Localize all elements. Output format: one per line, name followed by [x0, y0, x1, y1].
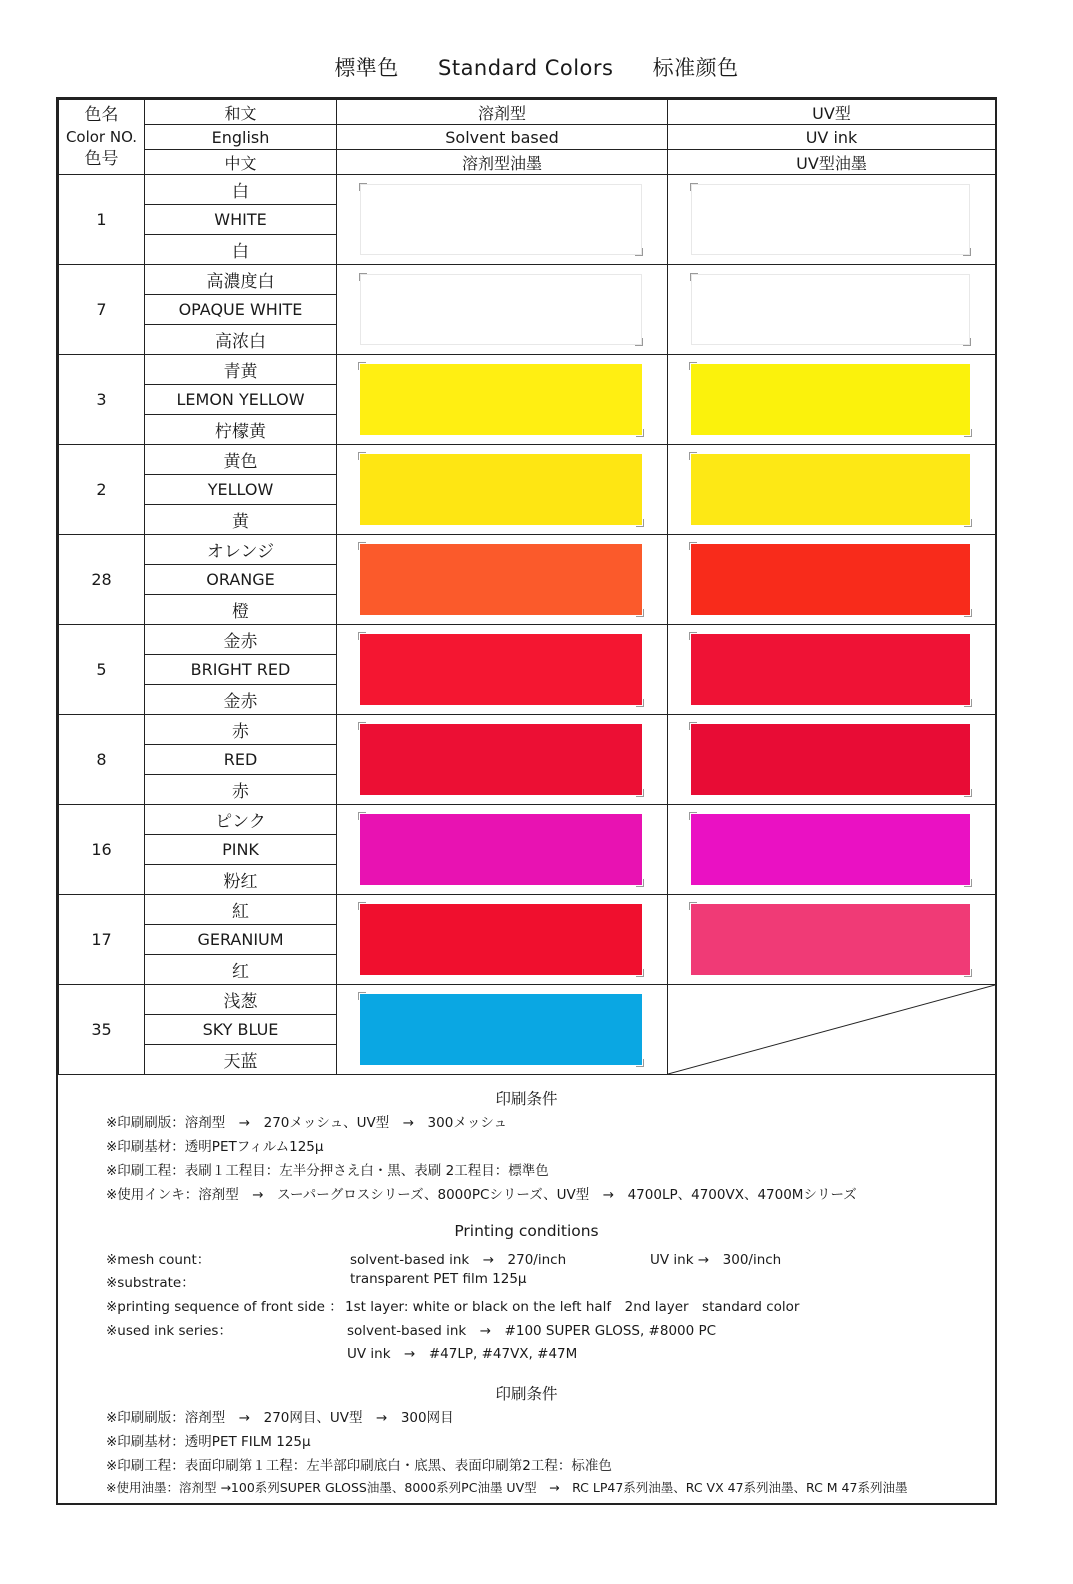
crop-mark — [358, 722, 366, 730]
uv-swatch-cell — [668, 985, 996, 1075]
color-chart-sheet — [56, 97, 997, 1505]
page-title — [0, 52, 1073, 82]
color-name-cn: 橙 — [145, 595, 337, 625]
color-row — [59, 175, 996, 205]
color-row — [59, 805, 996, 835]
notes-en-label: ※substrate： — [106, 1275, 195, 1291]
notes-cn-title: 印刷条件 — [495, 1385, 558, 1403]
crop-mark — [358, 992, 366, 1000]
header-cell: UV ink — [668, 125, 996, 150]
color-number: 5 — [59, 625, 145, 715]
solvent-swatch-cell — [337, 175, 668, 265]
notes-en-value: 1st layer: white or black on the left half 2nd layer standard color — [345, 1299, 800, 1315]
notes-en-value: solvent-based ink → 270/inch — [350, 1252, 567, 1268]
color-name-jp: 白 — [145, 175, 337, 205]
color-number: 3 — [59, 355, 145, 445]
crop-mark — [358, 632, 366, 640]
header-label: Color NO. — [65, 128, 138, 146]
crop-mark — [964, 699, 972, 707]
printing-conditions — [58, 1081, 995, 1503]
color-row — [59, 265, 996, 295]
uv-swatch — [691, 364, 970, 435]
color-name-jp: 高濃度白 — [145, 265, 337, 295]
uv-swatch-cell — [668, 355, 996, 445]
crop-mark — [964, 609, 972, 617]
crop-mark — [689, 722, 697, 730]
solvent-swatch-cell — [337, 445, 668, 535]
color-name-en: YELLOW — [145, 475, 337, 505]
color-name-jp: 赤 — [145, 715, 337, 745]
color-name-jp: 黄色 — [145, 445, 337, 475]
solvent-swatch-cell — [337, 715, 668, 805]
solvent-swatch-cell — [337, 805, 668, 895]
color-number: 16 — [59, 805, 145, 895]
uv-swatch-cell — [668, 625, 996, 715]
header-cell: 溶剂型油墨 — [337, 150, 668, 175]
solvent-swatch-cell — [337, 985, 668, 1075]
uv-swatch-cell — [668, 535, 996, 625]
color-name-cn: 粉红 — [145, 865, 337, 895]
color-row — [59, 625, 996, 655]
color-name-cn: 白 — [145, 235, 337, 265]
header-cell: UV型 — [668, 100, 996, 125]
crop-mark — [964, 789, 972, 797]
notes-en-value: transparent PET film 125μ — [350, 1271, 527, 1287]
solvent-swatch-cell — [337, 895, 668, 985]
color-name-en: RED — [145, 745, 337, 775]
crop-mark — [358, 812, 366, 820]
color-name-jp: 青黄 — [145, 355, 337, 385]
header-cell: 和文 — [145, 100, 337, 125]
crop-mark — [358, 902, 366, 910]
crop-mark — [358, 362, 366, 370]
crop-mark — [964, 969, 972, 977]
crop-mark — [689, 362, 697, 370]
solvent-swatch-cell — [337, 355, 668, 445]
crop-mark — [636, 429, 644, 437]
notes-en-value: UV ink → 300/inch — [650, 1252, 782, 1268]
crop-mark — [636, 699, 644, 707]
notes-en-label: ※used ink series： — [106, 1323, 232, 1339]
uv-swatch — [691, 544, 970, 615]
color-name-cn: 赤 — [145, 775, 337, 805]
crop-mark — [963, 338, 971, 346]
title-jp: 標準色 — [334, 56, 399, 80]
crop-mark — [636, 969, 644, 977]
notes-en-value: UV ink → #47LP, #47VX, #47M — [347, 1346, 578, 1362]
solvent-swatch — [360, 724, 642, 795]
crop-mark — [690, 183, 698, 191]
header-cell: UV型油墨 — [668, 150, 996, 175]
color-number: 2 — [59, 445, 145, 535]
color-name-jp: オレンジ — [145, 535, 337, 565]
uv-swatch-cell — [668, 445, 996, 535]
color-name-cn: 金赤 — [145, 685, 337, 715]
color-name-jp: 紅 — [145, 895, 337, 925]
color-name-cn: 黄 — [145, 505, 337, 535]
notes-cn-line: ※印刷刷版：溶剤型 → 270网目、UV型 → 300网目 — [106, 1410, 454, 1426]
color-name-jp: ピンク — [145, 805, 337, 835]
color-row — [59, 895, 996, 925]
solvent-swatch — [360, 904, 642, 975]
uv-swatch — [691, 454, 970, 525]
color-name-en: SKY BLUE — [145, 1015, 337, 1045]
solvent-swatch — [360, 544, 642, 615]
color-number: 1 — [59, 175, 145, 265]
color-name-en: WHITE — [145, 205, 337, 235]
crop-mark — [964, 879, 972, 887]
crop-mark — [358, 452, 366, 460]
header-row — [59, 100, 996, 125]
header-color-no — [59, 100, 145, 175]
header-row — [59, 125, 996, 150]
crop-mark — [964, 519, 972, 527]
notes-cn-line: ※使用油墨：溶剂型 →100系列SUPER GLOSS油墨、8000系列PC油墨 UV型 → RC LP47系列油墨、RC VX 47系列油墨、RC M 47系列油墨 — [106, 1480, 908, 1495]
solvent-swatch-cell — [337, 535, 668, 625]
solvent-swatch — [360, 274, 642, 345]
uv-swatch — [691, 274, 970, 345]
color-number: 8 — [59, 715, 145, 805]
header-label: 色号 — [84, 149, 119, 169]
color-number: 28 — [59, 535, 145, 625]
crop-mark — [689, 542, 697, 550]
notes-jp-title: 印刷条件 — [495, 1090, 558, 1108]
crop-mark — [689, 632, 697, 640]
notes-jp-line: ※印刷基材：透明PETフィルム125μ — [106, 1139, 324, 1155]
color-row — [59, 445, 996, 475]
diagonal-line — [668, 985, 995, 1074]
notes-jp-line: ※印刷刷版：溶剤型 → 270メッシュ、UV型 → 300メッシュ — [106, 1115, 508, 1131]
header-row — [59, 150, 996, 175]
notes-cn-line: ※印刷基材：透明PET FILM 125μ — [106, 1434, 311, 1450]
color-row — [59, 355, 996, 385]
color-name-en: ORANGE — [145, 565, 337, 595]
crop-mark — [358, 542, 366, 550]
uv-swatch-cell — [668, 805, 996, 895]
color-row — [59, 715, 996, 745]
title-cn: 标准颜色 — [652, 56, 739, 80]
uv-swatch-cell — [668, 175, 996, 265]
color-name-jp: 金赤 — [145, 625, 337, 655]
crop-mark — [689, 902, 697, 910]
crop-mark — [963, 248, 971, 256]
crop-mark — [359, 183, 367, 191]
header-label: 色名 — [84, 105, 119, 125]
notes-cn-line: ※印刷工程：表面印刷第１工程：左半部印刷底白・底黑、表面印刷第2工程：标准色 — [106, 1458, 612, 1474]
color-row — [59, 985, 996, 1015]
solvent-swatch — [360, 184, 642, 255]
notes-en-label: ※printing sequence of front side ： — [106, 1299, 343, 1315]
crop-mark — [636, 789, 644, 797]
color-name-en: OPAQUE WHITE — [145, 295, 337, 325]
color-name-en: BRIGHT RED — [145, 655, 337, 685]
color-name-cn: 红 — [145, 955, 337, 985]
crop-mark — [964, 429, 972, 437]
crop-mark — [636, 519, 644, 527]
crop-mark — [689, 812, 697, 820]
solvent-swatch — [360, 454, 642, 525]
color-number: 35 — [59, 985, 145, 1075]
solvent-swatch — [360, 994, 642, 1065]
uv-swatch — [691, 634, 970, 705]
uv-swatch-cell — [668, 715, 996, 805]
color-number: 17 — [59, 895, 145, 985]
color-table — [58, 99, 996, 1075]
uv-swatch-cell — [668, 895, 996, 985]
solvent-swatch — [360, 814, 642, 885]
crop-mark — [635, 338, 643, 346]
notes-jp-line: ※使用インキ：溶剤型 → スーパーグロスシリーズ、8000PCシリーズ、UV型 → 4700LP、4700VX、4700Mシリーズ — [106, 1187, 857, 1203]
title-en: Standard Colors — [438, 56, 614, 80]
notes-en-label: ※mesh count： — [106, 1252, 211, 1268]
color-row — [59, 535, 996, 565]
solvent-swatch-cell — [337, 265, 668, 355]
color-name-cn: 天蓝 — [145, 1045, 337, 1075]
color-name-en: PINK — [145, 835, 337, 865]
solvent-swatch-cell — [337, 625, 668, 715]
header-cell: 溶剤型 — [337, 100, 668, 125]
crop-mark — [636, 1059, 644, 1067]
solvent-swatch — [360, 364, 642, 435]
color-number: 7 — [59, 265, 145, 355]
crop-mark — [635, 248, 643, 256]
color-name-cn: 柠檬黄 — [145, 415, 337, 445]
uv-swatch-cell — [668, 265, 996, 355]
color-name-cn: 高浓白 — [145, 325, 337, 355]
crop-mark — [690, 273, 698, 281]
header-cell: 中文 — [145, 150, 337, 175]
notes-jp-line: ※印刷工程：表刷１工程目：左半分押さえ白・黒、表刷 2工程目：標準色 — [106, 1163, 549, 1179]
notes-en-title: Printing conditions — [454, 1222, 599, 1240]
crop-mark — [359, 273, 367, 281]
not-available-slash — [668, 985, 995, 1074]
header-cell: English — [145, 125, 337, 150]
uv-swatch — [691, 184, 970, 255]
crop-mark — [636, 879, 644, 887]
header-cell: Solvent based — [337, 125, 668, 150]
solvent-swatch — [360, 634, 642, 705]
crop-mark — [636, 609, 644, 617]
color-name-en: LEMON YELLOW — [145, 385, 337, 415]
color-name-en: GERANIUM — [145, 925, 337, 955]
uv-swatch — [691, 724, 970, 795]
uv-swatch — [691, 904, 970, 975]
uv-swatch — [691, 814, 970, 885]
color-name-jp: 浅葱 — [145, 985, 337, 1015]
notes-en-value: solvent-based ink → #100 SUPER GLOSS, #8000 PC — [347, 1323, 717, 1339]
crop-mark — [689, 452, 697, 460]
